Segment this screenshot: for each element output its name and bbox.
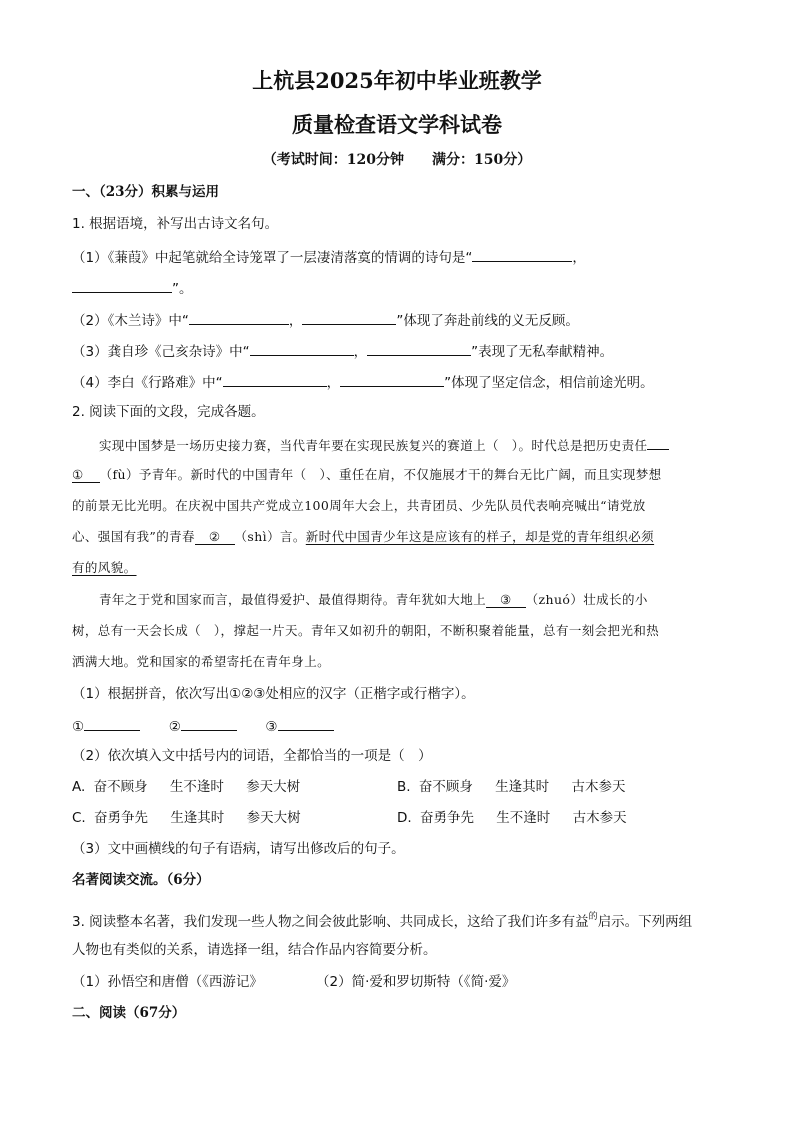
passage-p2-line1-b: （zhuó）壮成长的小 [525, 592, 648, 607]
option-c-word2: 生逢其时 [170, 810, 225, 826]
marker-2: ② [195, 529, 235, 545]
q1-part1-line2 [72, 279, 193, 297]
option-a-word1: 奋不顾身 [93, 779, 148, 795]
option-c-label: C. [72, 810, 86, 826]
q1-blank-3b[interactable] [367, 342, 471, 356]
option-d-word3: 古木参天 [572, 810, 627, 826]
q1-part2-sep: ， [288, 313, 303, 329]
option-d-word1: 奋勇争先 [419, 810, 474, 826]
q2-sub1-blank-3[interactable] [278, 717, 334, 731]
exam-title-line1: 上杭县2025年初中毕业班教学 [252, 68, 542, 93]
passage-p2-line3: 洒满大地。党和国家的希望寄托在青年身上。 [72, 654, 331, 669]
option-b-word3: 古木参天 [571, 779, 626, 795]
q2-sub1-blanks [72, 717, 334, 735]
q1-part1-prefix: （1）《蒹葭》中起笔就给全诗笼罩了一层凄清落寞的情调的诗句是“ [72, 250, 473, 266]
passage-p1-line1-blank [647, 436, 669, 450]
passage-p1-line1-text: 实现中国梦是一场历史接力赛，当代青年要在实现民族复兴的赛道上（ ）。时代总是把历史责任 [99, 438, 648, 453]
q1-part3-suffix: ”表现了无私奉献精神。 [471, 344, 614, 360]
q1-part2-suffix: ”体现了奔赴前线的义无反顾。 [396, 313, 579, 329]
option-b[interactable] [397, 779, 625, 795]
q1-part2-prefix: （2）《木兰诗》中“ [72, 313, 189, 329]
q2-sub1: （1）根据拼音，依次写出①②③处相应的汉字（正楷字或行楷字）。 [72, 686, 475, 702]
section1-heading: 一、（23分）积累与运用 [72, 184, 220, 200]
exam-info: （考试时间：120分钟 满分：150分） [262, 152, 532, 168]
exam-title-line2: 质量检查语文学科试卷 [292, 112, 502, 137]
q3-line1-a: 3. 阅读整本名著，我们发现一些人物之间会彼此影响、共同成长，这给了我们许多有益 [72, 914, 589, 930]
q1-part3 [72, 342, 613, 360]
passage-p2-line1-a: 青年之于党和国家而言，最值得爱护、最值得期待。青年犹如大地上 [99, 592, 487, 607]
q1-part4-prefix: （4）李白《行路难》中“ [72, 375, 223, 391]
marker-1: ① [72, 467, 100, 483]
q3-line1-sup: 的 [588, 912, 598, 922]
option-c-word1: 奋勇争先 [94, 810, 149, 826]
q1-blank-2a[interactable] [189, 311, 289, 325]
q2-sub1-blank-2[interactable] [181, 717, 237, 731]
q1-part1-end: ”。 [172, 281, 193, 297]
q2-sub3: （3）文中画横线的句子有语病，请写出修改后的句子。 [72, 841, 405, 857]
option-d[interactable] [397, 810, 627, 826]
q1-blank-3a[interactable] [250, 342, 354, 356]
q3-line2: 人物也有类似的关系，请选择一组，结合作品内容简要分析。 [72, 942, 437, 958]
option-c-word3: 参天大树 [246, 810, 301, 826]
q1-blank-1b[interactable] [72, 279, 172, 293]
q2-sub1-blank-1[interactable] [84, 717, 140, 731]
q1-part2 [72, 311, 579, 329]
reading-exchange-heading: 名著阅读交流。（6分） [72, 872, 210, 888]
section2-heading: 二、阅读（67分） [72, 1005, 186, 1021]
passage-p1-line4-a: 心、强国有我”的青春 [72, 529, 195, 544]
q1-part4 [72, 373, 654, 391]
option-a-word3: 参天大树 [246, 779, 301, 795]
option-b-word1: 奋不顾身 [418, 779, 473, 795]
option-a-label: A. [72, 779, 86, 795]
q1-part1-line1 [72, 248, 586, 266]
q1-part3-prefix: （3）龚自珍《己亥杂诗》中“ [72, 344, 250, 360]
underlined-sentence-part1: 新时代中国青少年这是应该有的样子，却是党的青年组织必须 [305, 529, 655, 544]
q1-blank-4b[interactable] [340, 373, 444, 387]
q1-part4-sep: ， [326, 375, 341, 391]
option-d-label: D. [397, 810, 412, 826]
passage-p1-line5 [72, 560, 137, 576]
passage-p2-line1 [99, 592, 648, 608]
passage-p1-line4 [72, 529, 654, 545]
option-b-word2: 生逢其时 [495, 779, 550, 795]
passage-p2-line2: 树，总有一天会长成（ ），撑起一片天。青年又如初升的朝阳，不断积聚着能量，总有一刻会把光和热 [72, 623, 660, 638]
underlined-sentence-part2: 有的风貌。 [72, 560, 137, 575]
q2-sub1-mark-2: ② [168, 719, 181, 735]
passage-p1-line1 [99, 436, 669, 454]
q1-blank-1a[interactable] [472, 248, 572, 262]
option-a[interactable] [72, 779, 300, 795]
q1-part1-sep: ， [572, 250, 586, 266]
q1-blank-2b[interactable] [302, 311, 396, 325]
q2-sub1-mark-1: ① [72, 719, 85, 735]
q1-blank-4a[interactable] [223, 373, 327, 387]
q2-sub1-mark-3: ③ [265, 719, 278, 735]
passage-p1-line2-text: （fù）予青年。新时代的中国青年（ ）、重任在肩，不仅施展才干的舞台无比广阔，而且实现梦想 [99, 467, 662, 482]
passage-p1-line3: 的前景无比光明。在庆祝中国共产党成立100周年大会上，共青团员、少先队员代表响亮喊出“请党放 [72, 498, 646, 513]
q1-part4-suffix: ”体现了坚定信念，相信前途光明。 [444, 375, 654, 391]
q3-line1-b: 启示。下列两组 [597, 914, 693, 930]
q3-option-1: （1）孙悟空和唐僧（《西游记》 [72, 974, 263, 990]
option-d-word2: 生不逢时 [496, 810, 551, 826]
passage-p1-line4-b: （shì）言。 [234, 529, 306, 544]
option-a-word2: 生不逢时 [169, 779, 224, 795]
q1-stem: 1. 根据语境，补写出古诗文名句。 [72, 216, 279, 232]
passage-p1-line2 [72, 467, 662, 483]
option-c[interactable] [72, 810, 301, 826]
q2-stem: 2. 阅读下面的文段，完成各题。 [72, 404, 265, 420]
option-b-label: B. [397, 779, 411, 795]
q2-sub2: （2）依次填入文中括号内的词语，全都恰当的一项是（ ） [72, 748, 432, 764]
q1-part3-sep: ， [353, 344, 368, 360]
q3-option-2: （2）简·爱和罗切斯特（《简·爱》 [316, 974, 516, 990]
q3-line1 [72, 909, 692, 930]
marker-3: ③ [486, 592, 526, 608]
